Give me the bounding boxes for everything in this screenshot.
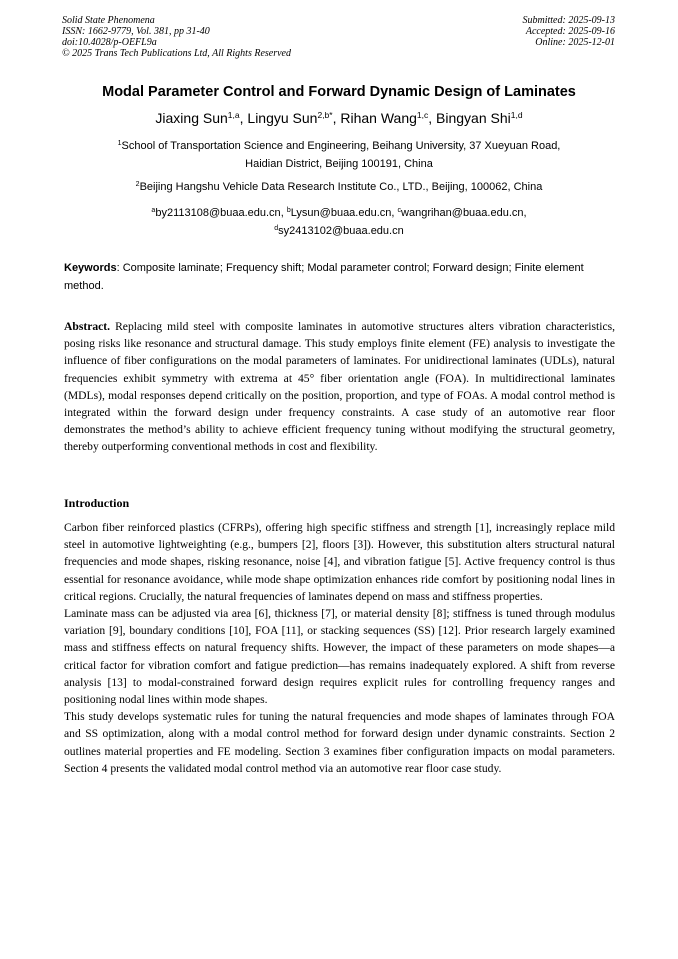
author-separator: , [428,110,437,126]
journal-header-left [62,15,291,59]
email-separator: , [523,207,527,219]
author-name: Jiaxing Sun [155,110,228,126]
author-emails [0,204,678,240]
journal-header-right [523,15,616,48]
email-address[interactable]: Lysun@buaa.edu.cn [290,207,392,219]
email-marker: d [274,225,279,232]
email-item[interactable] [398,207,527,219]
author [247,110,340,126]
keywords-block [64,259,615,295]
affiliation-2 [0,178,678,196]
email-address[interactable]: sy2413102@buaa.edu.cn [278,225,404,237]
issn-line: ISSN: 1662-9779, Vol. 381, pp 31-40 [62,26,210,37]
affiliation-line: Haidian District, Beijing 100191, China [245,158,433,170]
paper-title: Modal Parameter Control and Forward Dynamic Design of Laminates [102,84,576,100]
email-marker: a [151,207,156,214]
email-separator: , [280,207,287,219]
intro-paragraph: Laminate mass can be adjusted via area [6], thickness [7], or material density [8]; stiffness is tuned through modulus variation [9], boundary conditions [10], FOA [11], or stacking sequences (SS) [12]. Prior research largely examined mass and stiffness effects on natural frequency shifts. However, the impact of these parameters on mode shapes—a critical factor for vibration comfort and fatigue prediction—has remains inadequately explored. A shift from reverse analysis [13] to modal-constrained forward design requires explicit rules for controlling frequency ranges and positioning nodal lines within mode shapes. [64,607,615,707]
abstract-text: Replacing mild steel with composite laminates in automotive structures alters vibration characteristics, posing risks like resonance and structural damage. This study employs finite element (FE) analysis to investigate the influence of fiber configurations on the modal parameters of laminates. For unidirectional laminates (UDLs), natural frequencies exhibit symmetry with extrema at 45° fiber orientation angle (FOA). In multidirectional laminates (MDLs), modal responses depend critically on the position, proportion, and type of FOAs. A modal control method is integrated within the forward design under frequency constraints. A case study of an automotive rear floor demonstrates the method’s ability to achieve efficient frequency tuning without modifying the structural geometry, thereby outperforming conventional methods in cost and flexibility. [64,320,615,454]
author [340,110,436,126]
email-address[interactable]: wangrihan@buaa.edu.cn [401,207,524,219]
email-item[interactable] [274,225,403,237]
email-item[interactable] [287,207,398,219]
email-separator: , [391,207,398,219]
intro-paragraph: This study develops systematic rules for tuning the natural frequencies and mode shapes of laminates through FOA and SS optimization, along with a modal control method for forward design under dynamic constraints. Section 2 outlines material properties and FE modeling. Section 3 examines fiber configuration impacts on modal parameters. Section 4 presents the validated modal control method via an automotive rear floor case study. [64,710,615,775]
affiliation-line: School of Transportation Science and Engineering, Beihang University, 37 Xueyuan Road, [121,140,561,152]
email-marker: c [397,207,402,214]
author-affiliation-marker: 1,d [510,110,523,120]
author [155,110,247,126]
email-marker: b [286,207,291,214]
online-date: Online: 2025-12-01 [535,37,615,48]
author-name: Rihan Wang [340,110,417,126]
section-heading-introduction: Introduction [64,496,130,510]
affiliation-marker: 2 [135,181,140,188]
abstract-block [64,318,615,456]
journal-name: Solid State Phenomena [62,15,155,26]
abstract-label: Abstract. [64,320,111,333]
email-item[interactable] [151,207,286,219]
submitted-date: Submitted: 2025-09-13 [522,15,615,26]
accepted-date: Accepted: 2025-09-16 [525,26,615,37]
keywords-label: Keywords [64,262,117,274]
author-separator: , [239,110,248,126]
author-separator: , [332,110,341,126]
introduction-body [64,519,615,777]
affiliation-1 [0,137,678,173]
author-affiliation-marker: 1,c [416,110,429,120]
author-name: Bingyan Shi [436,110,511,126]
copyright-line: © 2025 Trans Tech Publications Ltd, All Rights Reserved [62,48,291,59]
author [436,110,523,126]
doi-line[interactable]: doi:10.4028/p-OEFL9a [62,37,157,48]
author-name: Lingyu Sun [247,110,318,126]
affiliation-marker: 1 [117,140,122,147]
keywords-text: : Composite laminate; Frequency shift; Modal parameter control; Forward design; Finite element method. [64,262,584,292]
email-address[interactable]: by2113108@buaa.edu.cn [155,207,281,219]
author-affiliation-marker: 1,a [227,110,240,120]
intro-paragraph: Carbon fiber reinforced plastics (CFRPs), offering high specific stiffness and strength [1], increasingly replace mild steel in automotive lightweighting (e.g., bumpers [2], floors [3]). However, this substitution alters structural natural frequencies and mode shapes, risking resonance, noise [4], and vibration fatigue [5]. Active frequency control is thus essential for resonance avoidance, while mode shape optimization enhances ride comfort by positioning nodal lines in critical regions. Crucially, the natural frequencies of laminates depend on mass and stiffness properties. [64,521,615,603]
author-affiliation-marker: 2,b* [317,110,333,120]
affiliation-line: Beijing Hangshu Vehicle Data Research Institute Co., LTD., Beijing, 100062, China [139,181,543,193]
author-list [0,110,678,126]
